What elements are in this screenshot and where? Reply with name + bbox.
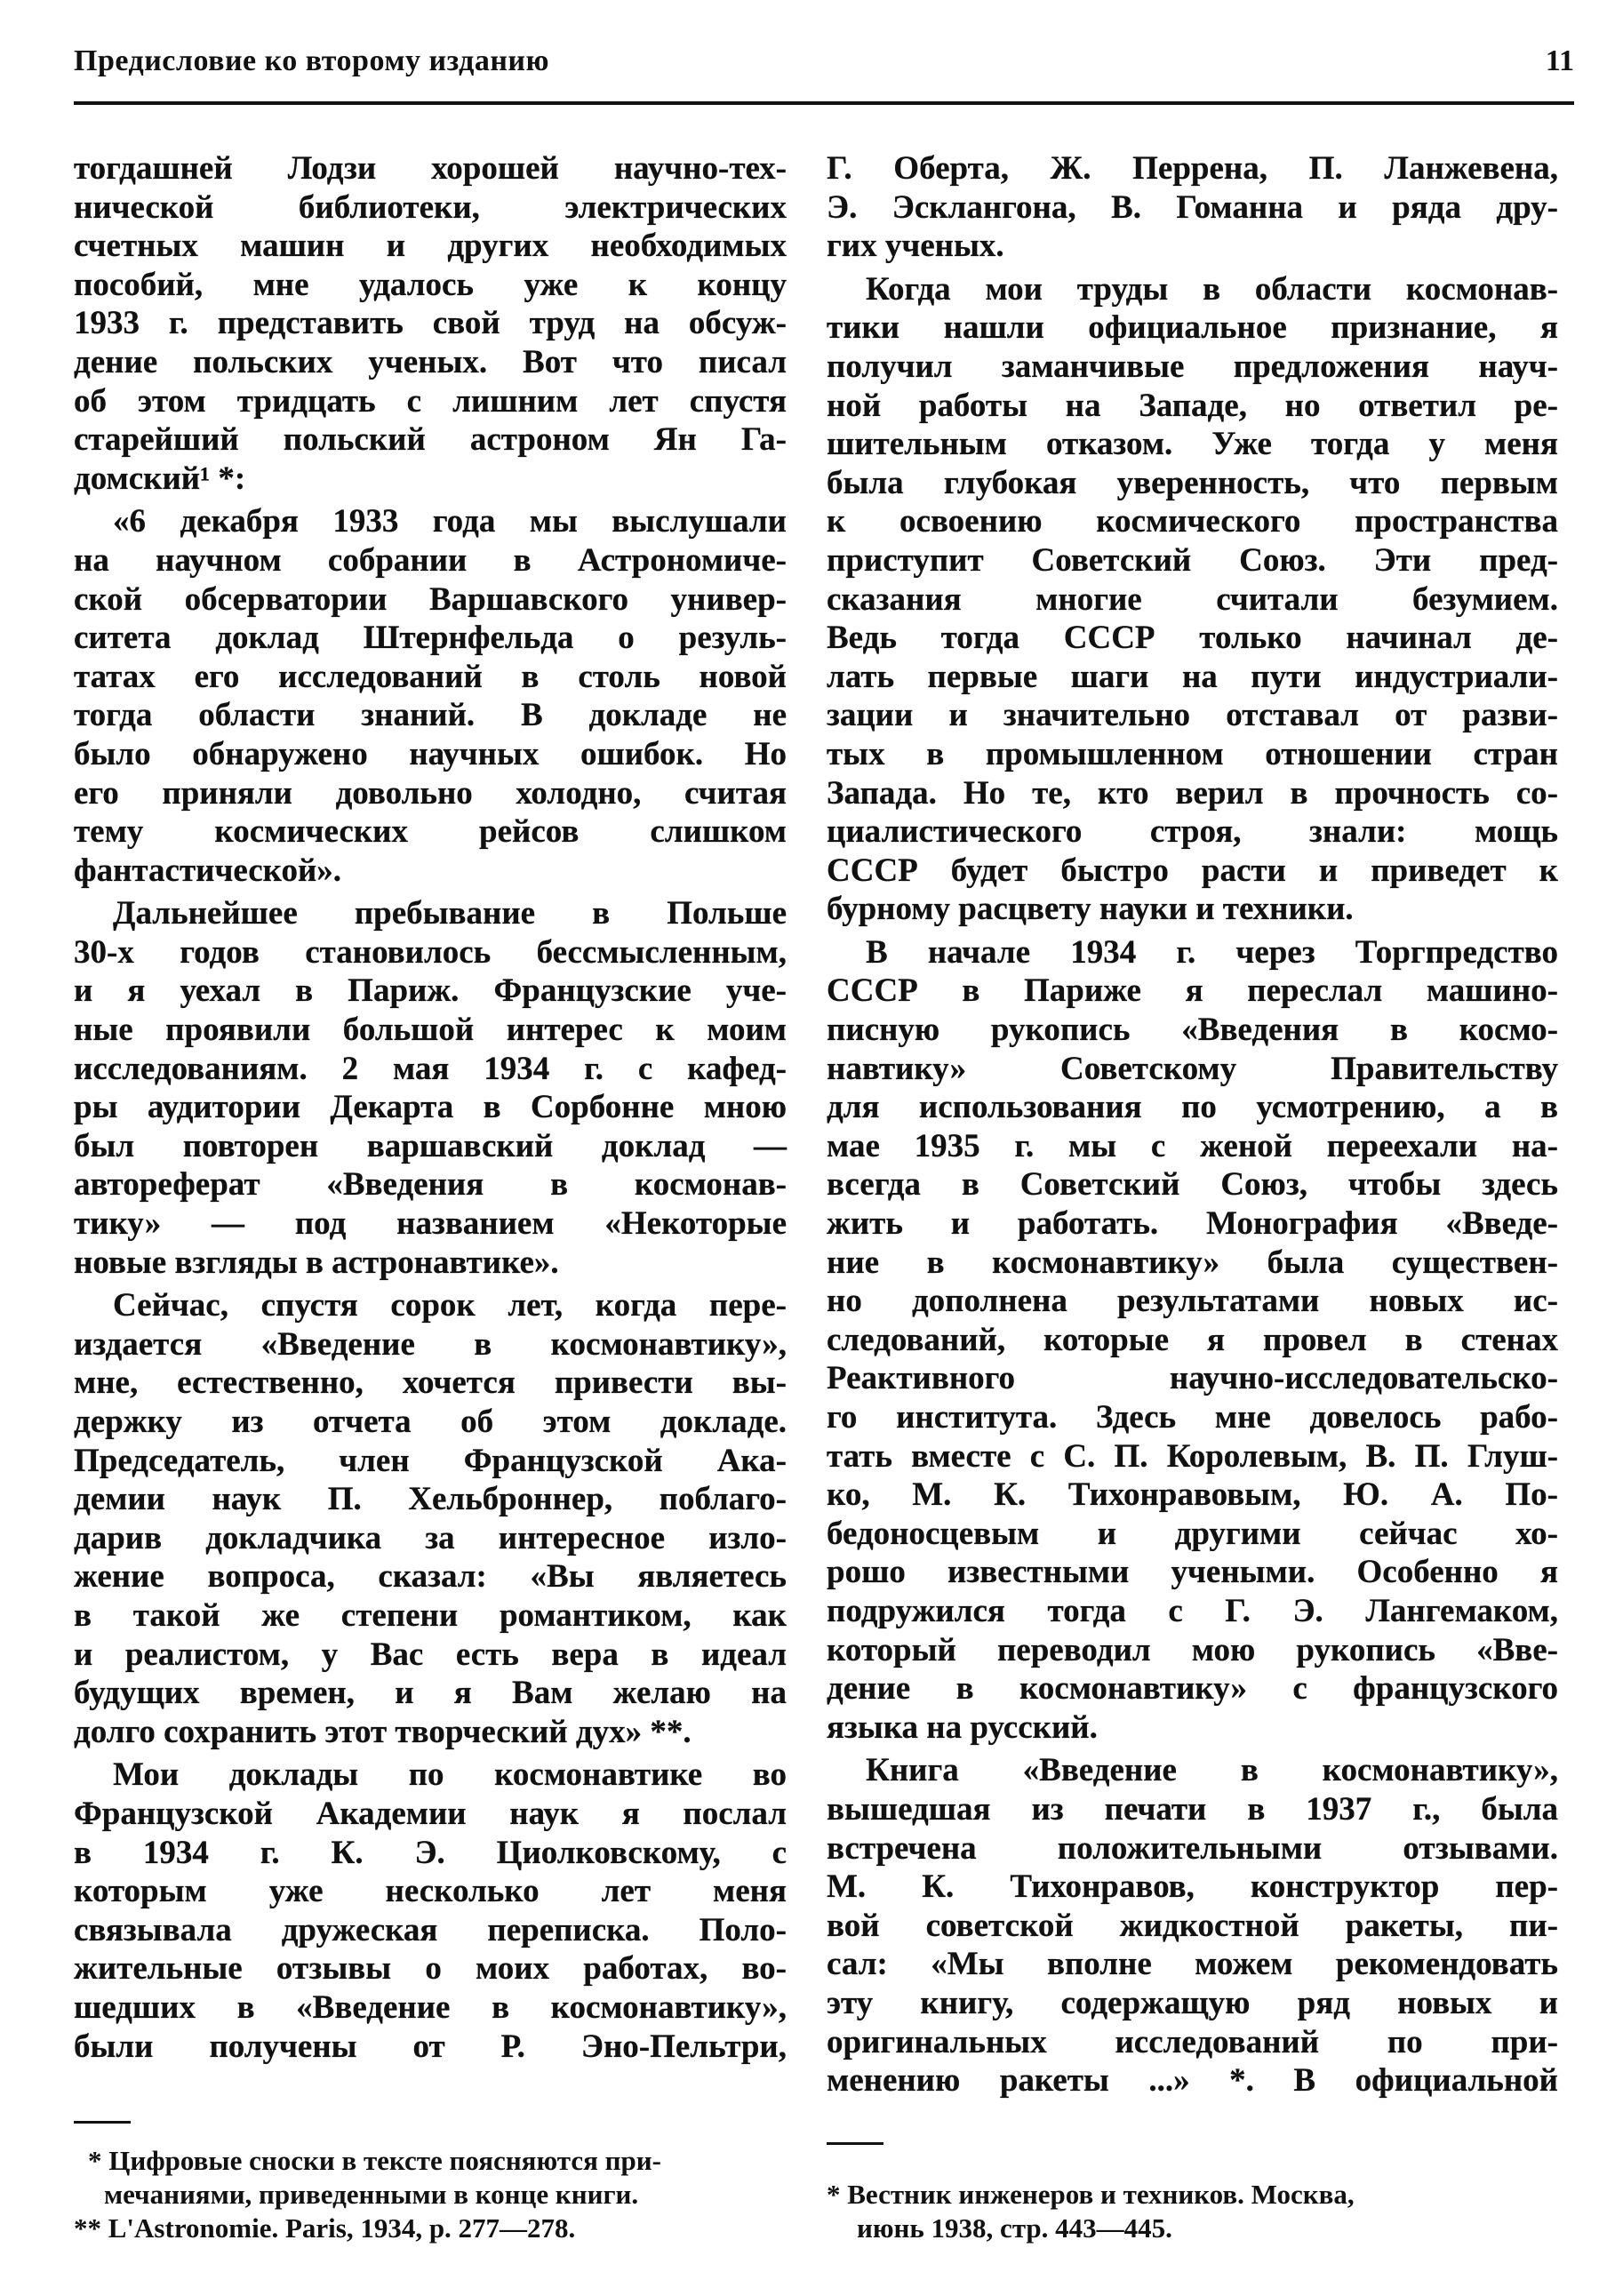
- text-line: бурному расцвету науки и техники.: [827, 891, 1354, 928]
- text-line: рошо известными учеными. Особенно я: [827, 1554, 1558, 1591]
- text-line: встречена положительными отзывами.: [827, 1829, 1558, 1867]
- paragraph: [827, 1751, 1558, 2100]
- text-line: Председатель, член Французской Ака-: [74, 1442, 787, 1479]
- footnotes-right: [827, 2178, 1555, 2245]
- text-line: старейший польский астроном Ян Га-: [74, 421, 787, 459]
- text-line: об этом тридцать с лишним лет спустя: [74, 382, 787, 420]
- text-line: которым уже несколько лет меня: [74, 1873, 787, 1910]
- text-line: домский¹ *:: [74, 460, 246, 497]
- text-line: сал: «Мы вполне можем рекомендовать: [827, 1946, 1558, 1983]
- text-line: и я уехал в Париж. Французские уче-: [74, 972, 787, 1010]
- text-line: будущих времен, и я Вам желаю на: [74, 1675, 787, 1712]
- text-line: «6 декабря 1933 года мы выслушали: [113, 503, 787, 540]
- text-line: лать первые шаги на пути индустриали-: [827, 658, 1558, 695]
- text-line: 30-х годов становилось бессмысленным,: [74, 933, 787, 971]
- text-line: Книга «Введение в космонавтику»,: [866, 1752, 1558, 1789]
- text-line: Ведь тогда СССР только начинал де-: [827, 620, 1558, 657]
- text-line: зации и значительно отставал от разви-: [827, 697, 1558, 734]
- text-line: но дополнена результатами новых ис-: [827, 1283, 1558, 1320]
- text-line: ной работы на Западе, но ответил ре-: [827, 387, 1558, 424]
- text-line: Запада. Но те, кто верил в прочность со-: [827, 774, 1558, 812]
- text-line: языка на русский.: [827, 1708, 1098, 1746]
- text-line: автореферат «Введения в космонав-: [74, 1166, 787, 1204]
- text-line: нической библиотеки, электрических: [74, 188, 787, 226]
- text-line: мне, естественно, хочется привести вы-: [74, 1364, 787, 1402]
- text-line: ко, М. К. Тихонравовым, Ю. А. По-: [827, 1476, 1558, 1514]
- text-line: ской обсерватории Варшавского универ-: [74, 580, 787, 618]
- footnote-line: * Цифровые сноски в тексте поясняются при-: [88, 2145, 661, 2176]
- text-line: на научном собрании в Астрономиче-: [74, 541, 787, 579]
- text-line: демии наук П. Хельброннер, поблаго-: [74, 1481, 787, 1518]
- text-line: дение польских ученых. Вот что писал: [74, 343, 787, 380]
- text-line: СССР будет быстро расти и приведет к: [827, 852, 1558, 889]
- text-line: приступит Советский Союз. Эти пред-: [827, 541, 1558, 579]
- header-rule: [74, 101, 1574, 105]
- text-line: дение в космонавтику» с французского: [827, 1670, 1558, 1708]
- text-line: М. К. Тихонравов, конструктор пер-: [827, 1868, 1558, 1906]
- footnote-rule-right: [827, 2142, 883, 2145]
- text-line: ры аудитории Декарта в Сорбонне мною: [74, 1089, 787, 1126]
- text-line: долго сохранить этот творческий дух» **.: [74, 1713, 692, 1750]
- text-line: ние в космонавтику» была существен-: [827, 1244, 1558, 1281]
- right-column: [827, 149, 1558, 2105]
- text-line: сказания многие считали безумием.: [827, 580, 1558, 618]
- footnotes-left: [74, 2144, 785, 2245]
- text-line: Дальнейшее пребывание в Польше: [113, 895, 787, 932]
- text-line: тогдашней Лодзи хорошей научно-тех-: [74, 150, 787, 187]
- text-line: Когда мои труды в области космонав-: [866, 270, 1558, 308]
- text-line: в такой же степени романтиком, как: [74, 1596, 787, 1634]
- running-header: [74, 44, 1574, 87]
- text-line: в 1934 г. К. Э. Циолковскому, с: [74, 1834, 787, 1871]
- text-line: навтику» Советскому Правительству: [827, 1050, 1558, 1087]
- text-line: тику» — под названием «Некоторые: [74, 1205, 787, 1243]
- paragraph: [74, 502, 787, 890]
- text-line: связывала дружеская переписка. Поло-: [74, 1911, 787, 1948]
- text-line: подружился тогда с Г. Э. Лангемаком,: [827, 1592, 1558, 1629]
- text-line: шительным отказом. Уже тогда у меня: [827, 426, 1558, 463]
- paragraph: [74, 894, 787, 1282]
- text-line: гих ученых.: [827, 228, 1004, 265]
- text-line: тых в промышленном отношении стран: [827, 735, 1558, 772]
- text-line: писную рукопись «Введения в космо-: [827, 1012, 1558, 1049]
- text-line: исследованиям. 2 мая 1934 г. с кафед-: [74, 1050, 787, 1087]
- text-line: и реалистом, у Вас есть вера в идеал: [74, 1636, 787, 1673]
- text-line: тики нашли официальное признание, я: [827, 309, 1558, 347]
- text-line: к освоению космического пространства: [827, 503, 1558, 540]
- text-line: тему космических рейсов слишком: [74, 813, 787, 851]
- text-line: го института. Здесь мне довелось рабо-: [827, 1399, 1558, 1436]
- text-line: татах его исследований в столь новой: [74, 658, 787, 695]
- text-line: было обнаружено научных ошибок. Но: [74, 735, 787, 772]
- text-line: дарив докладчика за интересное изло-: [74, 1519, 787, 1556]
- text-line: СССР в Париже я переслал машино-: [827, 972, 1558, 1010]
- text-line: циалистического строя, знали: мощь: [827, 813, 1558, 851]
- text-line: ситета доклад Штернфельда о резуль-: [74, 620, 787, 657]
- text-line: Французской Академии наук я послал: [74, 1795, 787, 1832]
- text-line: новые взгляды в астронавтике».: [74, 1244, 559, 1281]
- text-line: издается «Введение в космонавтику»,: [74, 1325, 787, 1363]
- text-line: мае 1935 г. мы с женой переехали на-: [827, 1127, 1558, 1164]
- text-line: менению ракеты ...» *. В официальной: [827, 2062, 1558, 2100]
- text-line: его приняли довольно холодно, считая: [74, 774, 787, 812]
- footnote-line: * Вестник инженеров и техников. Москва,: [827, 2179, 1355, 2210]
- paragraph: [827, 270, 1558, 929]
- paragraph: [74, 1286, 787, 1751]
- footnote-rule-left: [74, 2121, 131, 2124]
- paragraph: [74, 1756, 787, 2066]
- text-line: ные проявили большой интерес к моим: [74, 1012, 787, 1049]
- text-line: держку из отчета об этом докладе.: [74, 1404, 787, 1440]
- text-line: 1933 г. представить свой труд на обсуж-: [74, 305, 787, 342]
- text-line: счетных машин и других необходимых: [74, 228, 787, 265]
- text-line: всегда в Советский Союз, чтобы здесь: [827, 1166, 1558, 1204]
- text-line: вой советской жидкостной ракеты, пи-: [827, 1907, 1558, 1944]
- paragraph: [827, 933, 1558, 1747]
- paragraph: [74, 149, 787, 498]
- footnote-line: мечаниями, приведенными в конце книги.: [104, 2179, 639, 2210]
- text-line: для использования по усмотрению, а в: [827, 1089, 1558, 1126]
- text-line: бедоносцевым и другими сейчас хо-: [827, 1515, 1558, 1552]
- page-number: 11: [1545, 44, 1574, 77]
- text-line: который переводил мою рукопись «Вве-: [827, 1631, 1558, 1668]
- left-column: [74, 149, 787, 2070]
- text-line: Реактивного научно-исследовательско-: [827, 1360, 1558, 1397]
- footnote-line: июнь 1938, стр. 443—445.: [857, 2212, 1172, 2244]
- text-line: жить и работать. Монография «Введе-: [827, 1205, 1558, 1243]
- text-line: получил заманчивые предложения науч-: [827, 348, 1558, 385]
- text-line: Сейчас, спустя сорок лет, когда пере-: [113, 1287, 787, 1324]
- text-line: Г. Оберта, Ж. Перрена, П. Ланжевена,: [827, 150, 1558, 187]
- text-line: эту книгу, содержащую ряд новых и: [827, 1984, 1558, 2021]
- text-line: Э. Эсклангона, В. Гоманна и ряда дру-: [827, 188, 1558, 226]
- text-line: В начале 1934 г. через Торгпредство: [866, 933, 1558, 971]
- text-line: следований, которые я провел в стенах: [827, 1321, 1558, 1358]
- text-line: Мои доклады по космонавтике во: [113, 1756, 787, 1794]
- text-line: пособий, мне удалось уже к концу: [74, 266, 787, 303]
- text-line: оригинальных исследований по при-: [827, 2023, 1558, 2060]
- text-line: был повторен варшавский доклад —: [74, 1127, 787, 1164]
- text-line: фантастической».: [74, 852, 342, 889]
- text-line: тать вместе с С. П. Королевым, В. П. Глуш-: [827, 1437, 1558, 1475]
- text-line: тогда области знаний. В докладе не: [74, 697, 787, 734]
- paragraph: [827, 149, 1558, 266]
- text-line: была глубокая уверенность, что первым: [827, 464, 1558, 501]
- text-line: шедших в «Введение в космонавтику»,: [74, 1988, 787, 2026]
- footnote-line: ** L'Astronomie. Paris, 1934, p. 277—278.: [74, 2212, 576, 2244]
- header-title: Предисловие ко второму изданию: [74, 44, 549, 77]
- text-line: жительные отзывы о моих работах, во-: [74, 1950, 787, 1988]
- text-line: были получены от Р. Эно-Пельтри,: [74, 2028, 787, 2065]
- text-line: жение вопроса, сказал: «Вы являетесь: [74, 1558, 787, 1596]
- text-line: вышедшая из печати в 1937 г., была: [827, 1790, 1558, 1828]
